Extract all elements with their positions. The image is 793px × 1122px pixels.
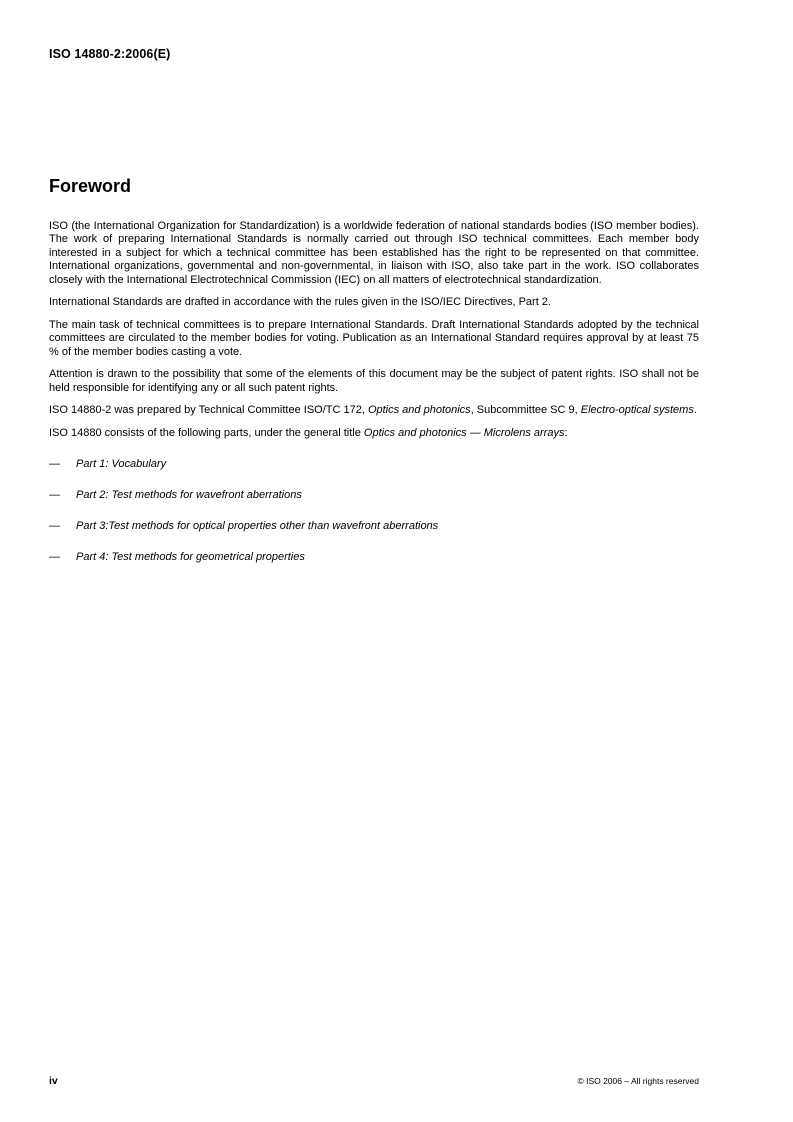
dash-bullet: — — [49, 551, 60, 563]
paragraph-iso-overview: ISO (the International Organization for Standardization) is a worldwide federation of national standards bodies (ISO member bodies). The work of preparing International Standards is normally carried out through ISO technical committees. Each member body interested in a subject for which a technical committee has been established has the right to be represented on that committee. International organizations, governmental and non-governmental, in liaison with ISO, also take part in the work. ISO collaborates closely with the International Electrotechnical Commission (IEC) on all matters of electrotechnical standardization. — [49, 220, 699, 286]
foreword-body — [49, 220, 699, 582]
paragraph-directives: International Standards are drafted in accordance with the rules given in the ISO/IEC Directives, Part 2. — [49, 296, 551, 309]
sc-title: Electro-optical systems — [580, 404, 694, 417]
list-item — [49, 458, 699, 471]
part-label: Part 1: Vocabulary — [76, 457, 167, 470]
general-title: Optics and photonics — Microlens arrays — [363, 426, 565, 439]
parts-list — [49, 458, 699, 565]
dash-bullet: — — [49, 488, 60, 501]
copyright-notice: © ISO 2006 – All rights reserved — [577, 1076, 699, 1086]
paragraph-patent-notice: Attention is drawn to the possibility that some of the elements of this document may be the subject of patent rights. ISO shall not be held responsible for identifying any or all such patent rights. — [49, 368, 699, 394]
tc-title: Optics and photonics — [367, 404, 471, 417]
part-label: Part 2: Test methods for wavefront aberrations — [76, 488, 302, 501]
parts-intro-prefix: ISO 14880 consists of the following parts, under the general title — [49, 426, 364, 439]
prepared-by-suffix: . — [693, 404, 697, 417]
list-item — [49, 489, 699, 502]
part-label: Part 3:Test methods for optical properties other than wavefront aberrations — [76, 519, 439, 532]
list-item — [49, 551, 699, 564]
list-item — [49, 520, 699, 533]
parts-intro-suffix: : — [564, 426, 568, 439]
prepared-by-prefix: ISO 14880-2 was prepared by Technical Committee ISO/TC 172, — [49, 404, 368, 417]
page-number: iv — [49, 1075, 58, 1087]
paragraph-prepared-by — [49, 404, 699, 417]
paragraph-parts-intro — [49, 427, 699, 440]
page-title: Foreword — [49, 176, 132, 196]
prepared-by-middle: , Subcommittee SC 9, — [470, 404, 581, 417]
document-header-id: ISO 14880-2:2006(E) — [49, 47, 171, 61]
dash-bullet: — — [49, 519, 60, 532]
paragraph-committee-task: The main task of technical committees is to prepare International Standards. Draft International Standards adopted by the technical committees are circulated to the member bodies for voting. Publication as an International Standard requires approval by at least 75 % of the member bodies casting a vote. — [49, 318, 699, 358]
part-label: Part 4: Test methods for geometrical properties — [76, 551, 305, 563]
dash-bullet: — — [49, 457, 60, 470]
